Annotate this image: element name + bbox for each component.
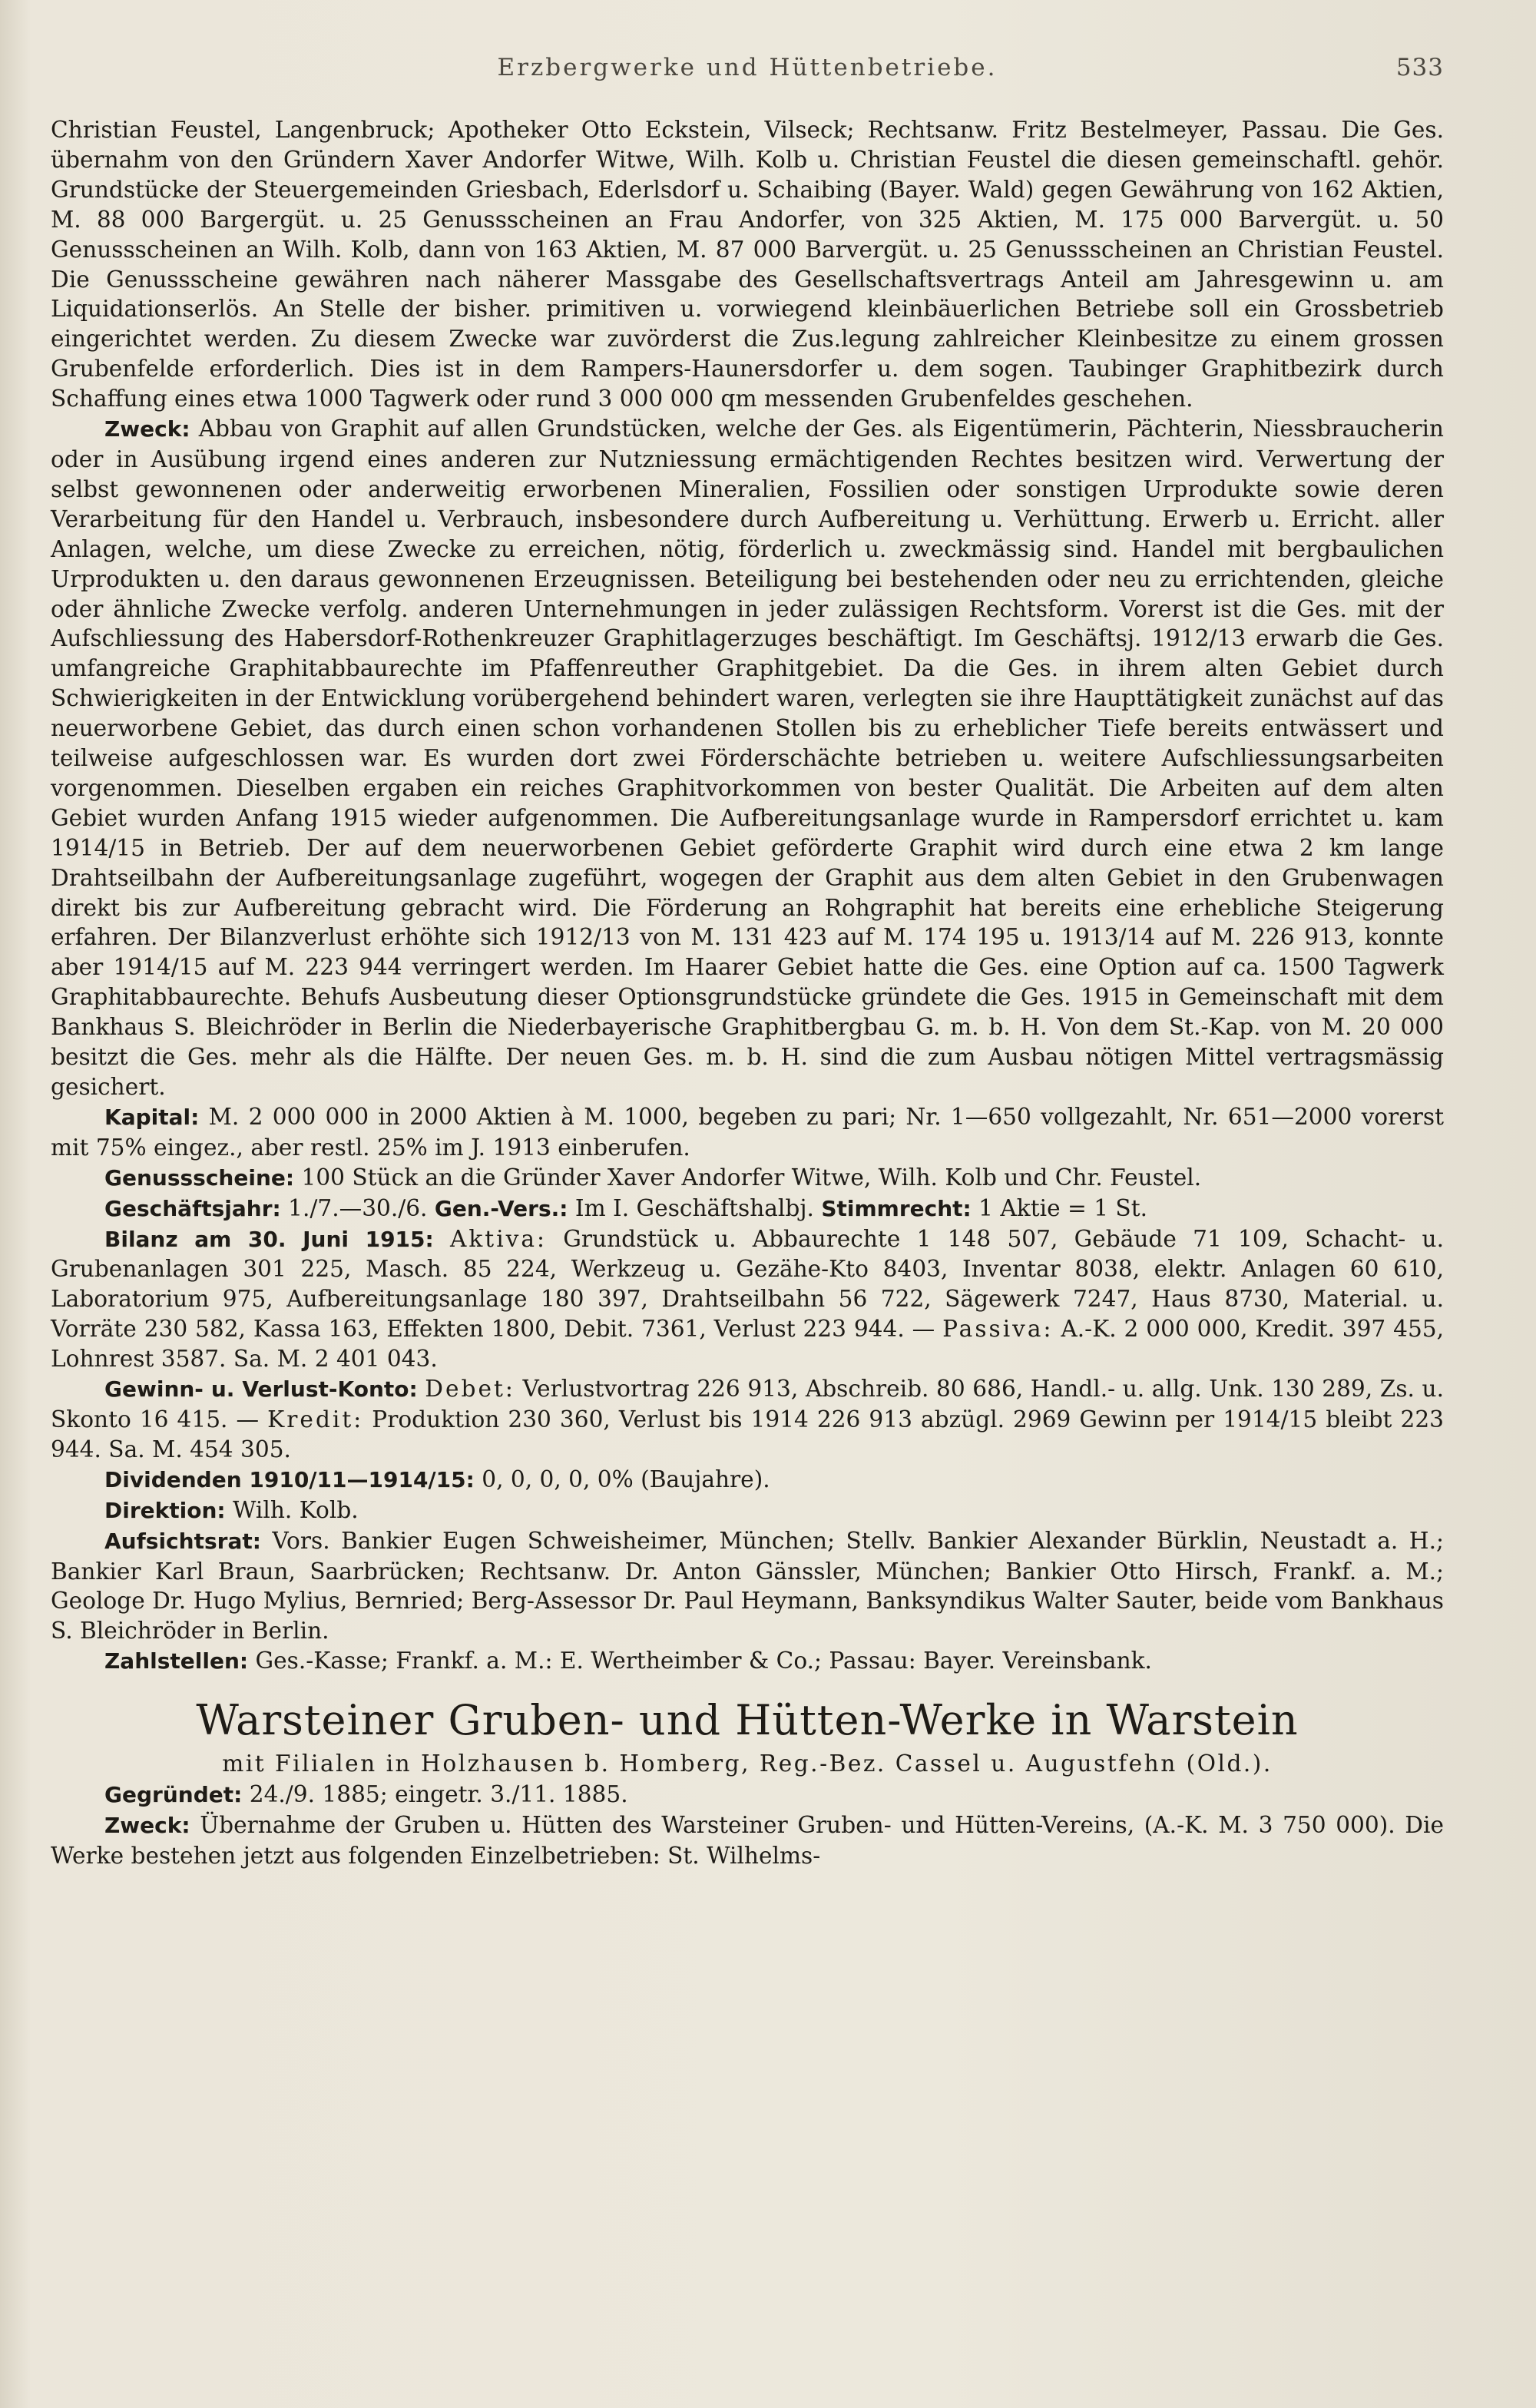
paragraph-kapital (51, 1102, 1444, 1163)
paragraph-founders: Christian Feustel, Langenbruck; Apotheker Otto Eckstein, Vilseck; Rechtsanw. Fritz Bestelmeyer, Passau. Die Ges. übernahm von den Gründern Xaver Andorfer Witwe, Wilh. Kolb u. Christian Feustel die diesen gemeinschaftl. gehör. Grundstücke der Steuergemeinden Griesbach, Ederlsdorf u. Schaibing (Bayer. Wald) gegen Gewährung von 162 Aktien, M. 88 000 Bargergüt. u. 25 Genussscheinen an Frau Andorfer, von 325 Aktien, M. 175 000 Barvergüt. u. 50 Genussscheinen an Wilh. Kolb, dann von 163 Aktien, M. 87 000 Barvergüt. u. 25 Genussscheinen an Christian Feustel. Die Genussscheine gewähren nach näherer Massgabe des Gesellschaftsvertrags Anteil am Jahresgewinn u. am Liquidationserlös. An Stelle der bisher. primitiven u. vorwiegend kleinbäuerlichen Betriebe soll ein Grossbetrieb eingerichtet werden. Zu diesem Zwecke war zuvörderst die Zus.legung zahlreicher Kleinbesitze zu einem grossen Grubenfelde erforderlich. Dies ist in dem Rampers-Haunersdorfer u. dem sogen. Taubinger Graphitbezirk durch Schaffung eines etwa 1000 Tagwerk oder rund 3 000 000 qm messenden Grubenfeldes geschehen. (51, 117, 1444, 412)
company-title: Warsteiner Gruben- und Hütten-Werke in Warstein (196, 1696, 1299, 1745)
debet-text: Verlustvortrag 226 913, Abschreib. 80 686, Handl.- u. allg. Unk. 130 289, Zs. u. Skonto 16 415. — (51, 1376, 1444, 1433)
paragraph-geschaeftsjahr (51, 1194, 1444, 1224)
gegruendet-label: Gegründet: (104, 1782, 243, 1808)
dividenden-text: 0, 0, 0, 0, 0% (Baujahre). (482, 1466, 770, 1492)
running-head (51, 49, 1444, 95)
paragraph-aufsichtsrat (51, 1526, 1444, 1647)
aufsichtsrat-text: Vors. Bankier Eugen Schweisheimer, München; Stellv. Bankier Alexander Bürklin, Neustadt a. H.; Bankier Karl Braun, Saarbrücken; Rechtsanw. Dr. Anton Gänssler, München; Bankier Otto Hirsch, Frankf. a. M.; Geologe Dr. Hugo Mylius, Bernried; Berg-Assessor Dr. Paul Heymann, Banksyndikus Walter Sauter, beide vom Bankhaus S. Bleichröder in Berlin. (51, 1527, 1444, 1645)
zweck-warstein-label: Zweck: (104, 1813, 190, 1839)
aktiva-label: Aktiva: (450, 1225, 547, 1252)
dividenden-label: Dividenden 1910/11—1914/15: (104, 1466, 475, 1492)
page-number: 533 (1395, 54, 1444, 81)
bilanz-label: Bilanz am 30. Juni 1915: (104, 1226, 434, 1252)
paragraph-dividenden (51, 1465, 1444, 1495)
kredit-label: Kredit: (267, 1406, 364, 1433)
direktion-label: Direktion: (104, 1497, 226, 1523)
genussscheine-label: Genussscheine: (104, 1164, 295, 1191)
geschaeftsjahr-label: Geschäftsjahr: (104, 1195, 281, 1221)
stimmrecht-text: 1 Aktie = 1 St. (978, 1194, 1148, 1221)
paragraph-gegruendet (51, 1780, 1444, 1810)
zahlstellen-label: Zahlstellen: (104, 1648, 249, 1674)
stimmrecht-label: Stimmrecht: (821, 1195, 972, 1221)
paragraph-zweck-warstein (51, 1810, 1444, 1871)
paragraph-zahlstellen (51, 1646, 1444, 1677)
kapital-label: Kapital: (104, 1104, 200, 1130)
genvers-label: Gen.-Vers.: (434, 1195, 568, 1221)
paragraph-gewinn-verlust (51, 1374, 1444, 1465)
zahlstellen-text-b: Bayer. Vereinsbank. (923, 1648, 1152, 1674)
aktiva-text: Grundstück u. Abbaurechte 1 148 507, Gebäude 71 109, Schacht- u. Grubenanlagen 301 225, Masch. 85 224, Werkzeug u. Gezähe-Kto 8403, Inventar 8038, elektr. Anlagen 60 610, Laboratorium 975, Aufbereitungsanlage 180 397, Drahtseilbahn 56 722, Sägewerk 7247, Haus 8730, Material. u. Vorräte 230 582, Kassa 163, Effekten 1800, Debit. 7361, Verlust 223 944. — (51, 1225, 1444, 1343)
passiva-text: A.-K. 2 000 000, Kredit. 397 455, Lohnrest 3587. Sa. M. 2 401 043. (51, 1316, 1445, 1373)
paragraph-direktion (51, 1495, 1444, 1526)
gegruendet-text: 24./9. 1885; eingetr. 3./11. 1885. (249, 1781, 628, 1808)
zahlstellen-text-a: Ges.-Kasse; Frankf. a. M.: E. Wertheimber & Co.; Passau: (255, 1648, 916, 1674)
zweck-label: Zweck: (104, 416, 190, 442)
paragraph-bilanz (51, 1224, 1444, 1375)
genussscheine-text: 100 Stück an die Gründer Xaver Andorfer Witwe, Wilh. Kolb und Chr. Feustel. (301, 1164, 1202, 1191)
direktion-text: Wilh. Kolb. (233, 1496, 359, 1523)
paragraph-genussscheine (51, 1163, 1444, 1194)
page-body (51, 115, 1444, 1871)
zweck-warstein-text: Übernahme der Gruben u. Hütten des Warsteiner Gruben- und Hütten-Vereins, (A.-K. M. 3 750 000). Die Werke bestehen jetzt aus folgenden Einzelbetrieben: St. Wilhelms- (51, 1812, 1444, 1869)
zweck-text: Abbau von Graphit auf allen Grundstücken, welche der Ges. als Eigentümerin, Pächterin, Niessbraucherin oder in Ausübung irgend eines anderen zur Nutzniessung ermächtigenden Rechtes besitzen wird. Verwertung der selbst gewonnenen oder anderweitig erworbenen Mineralien, Fossilien oder sonstigen Urprodukte sowie deren Verarbeitung für den Handel u. Verbrauch, insbesondere durch Aufbereitung u. Verhüttung. Erwerb u. Erricht. aller Anlagen, welche, um diese Zwecke zu erreichen, nötig, förderlich u. zweckmässig sind. Handel mit bergbaulichen Urprodukten u. den daraus gewonnenen Erzeugnissen. Beteiligung bei bestehenden oder neu zu errichtenden, gleiche oder ähnliche Zwecke verfolg. anderen Unternehmungen in jeder zulässigen Rechtsform. Vorerst ist die Ges. mit der Aufschliessung des Habersdorf-Rothenkreuzer Graphitlagerzuges beschäftigt. Im Geschäftsj. 1912/13 erwarb die Ges. umfangreiche Graphitabbaurechte im Pfaffenreuther Graphitgebiet. Da die Ges. in ihrem alten Gebiet durch Schwierigkeiten in der Entwicklung vorübergehend behindert waren, verlegten sie ihre Haupttätigkeit zunächst auf das neuerworbene Gebiet, das durch einen schon vorhandenen Stollen bis zu erheblicher Tiefe bereits entwässert und teilweise aufgeschlossen war. Es wurden dort zwei Förderschächte betrieben u. weitere Aufschliessungsarbeiten vorgenommen. Dieselben ergaben ein reiches Graphitvorkommen von bester Qualität. Die Arbeiten auf dem alten Gebiet wurden Anfang 1915 wieder aufgenommen. Die Aufbereitungsanlage wurde in Rampersdorf errichtet u. kam 1914/15 in Betrieb. Der auf dem neuerworbenen Gebiet geförderte Graphit wird durch eine etwa 2 km lange Drahtseilbahn der Aufbereitungsanlage zugeführt, wogegen der Graphit aus dem alten Gebiet in den Grubenwagen direkt bis zur Aufbereitung gebracht wird. Die Förderung an Rohgraphit hat bereits eine erhebliche Steigerung erfahren. Der Bilanzverlust erhöhte sich 1912/13 von M. 131 423 auf M. 174 195 u. 1913/14 auf M. 226 913, konnte aber 1914/15 auf M. 223 944 verringert werden. Im Haarer Gebiet hatte die Ges. eine Option auf ca. 1500 Tagwerk Graphitabbaurechte. Behufs Ausbeutung dieser Optionsgrundstücke gründete die Ges. 1915 in Gemeinschaft mit dem Bankhaus S. Bleichröder in Berlin die Niederbayerische Graphitbergbau G. m. b. H. Von dem St.-Kap. von M. 20 000 besitzt die Ges. mehr als die Hälfte. Der neuen Ges. m. b. H. sind die zum Ausbau nötigen Mittel vertragsmässig gesichert. (51, 416, 1444, 1100)
kredit-text: Produktion 230 360, Verlust bis 1914 226 913 abzügl. 2969 Gewinn per 1914/15 bleibt 223 944. Sa. M. 454 305. (51, 1406, 1444, 1462)
debet-label: Debet: (425, 1376, 515, 1403)
gewinn-label: Gewinn- u. Verlust-Konto: (104, 1376, 418, 1403)
aufsichtsrat-label: Aufsichtsrat: (104, 1528, 261, 1554)
passiva-label: Passiva: (942, 1316, 1054, 1343)
kapital-text: M. 2 000 000 in 2000 Aktien à M. 1000, begeben zu pari; Nr. 1—650 vollgezahlt, Nr. 651—2000 vorerst mit 75% eingez., aber restl. 25% im J. 1913 einberufen. (51, 1103, 1444, 1161)
company-subtitle: mit Filialen in Holzhausen b. Homberg, Reg.-Bez. Cassel u. Augustfehn (Old.). (222, 1751, 1273, 1777)
genvers-text: Im I. Geschäftshalbj. (574, 1194, 814, 1221)
running-title: Erzbergwerke und Hüttenbetriebe. (497, 54, 998, 81)
geschaeftsjahr-text: 1./7.—30./6. (288, 1194, 428, 1221)
paragraph-zweck (51, 414, 1444, 1102)
